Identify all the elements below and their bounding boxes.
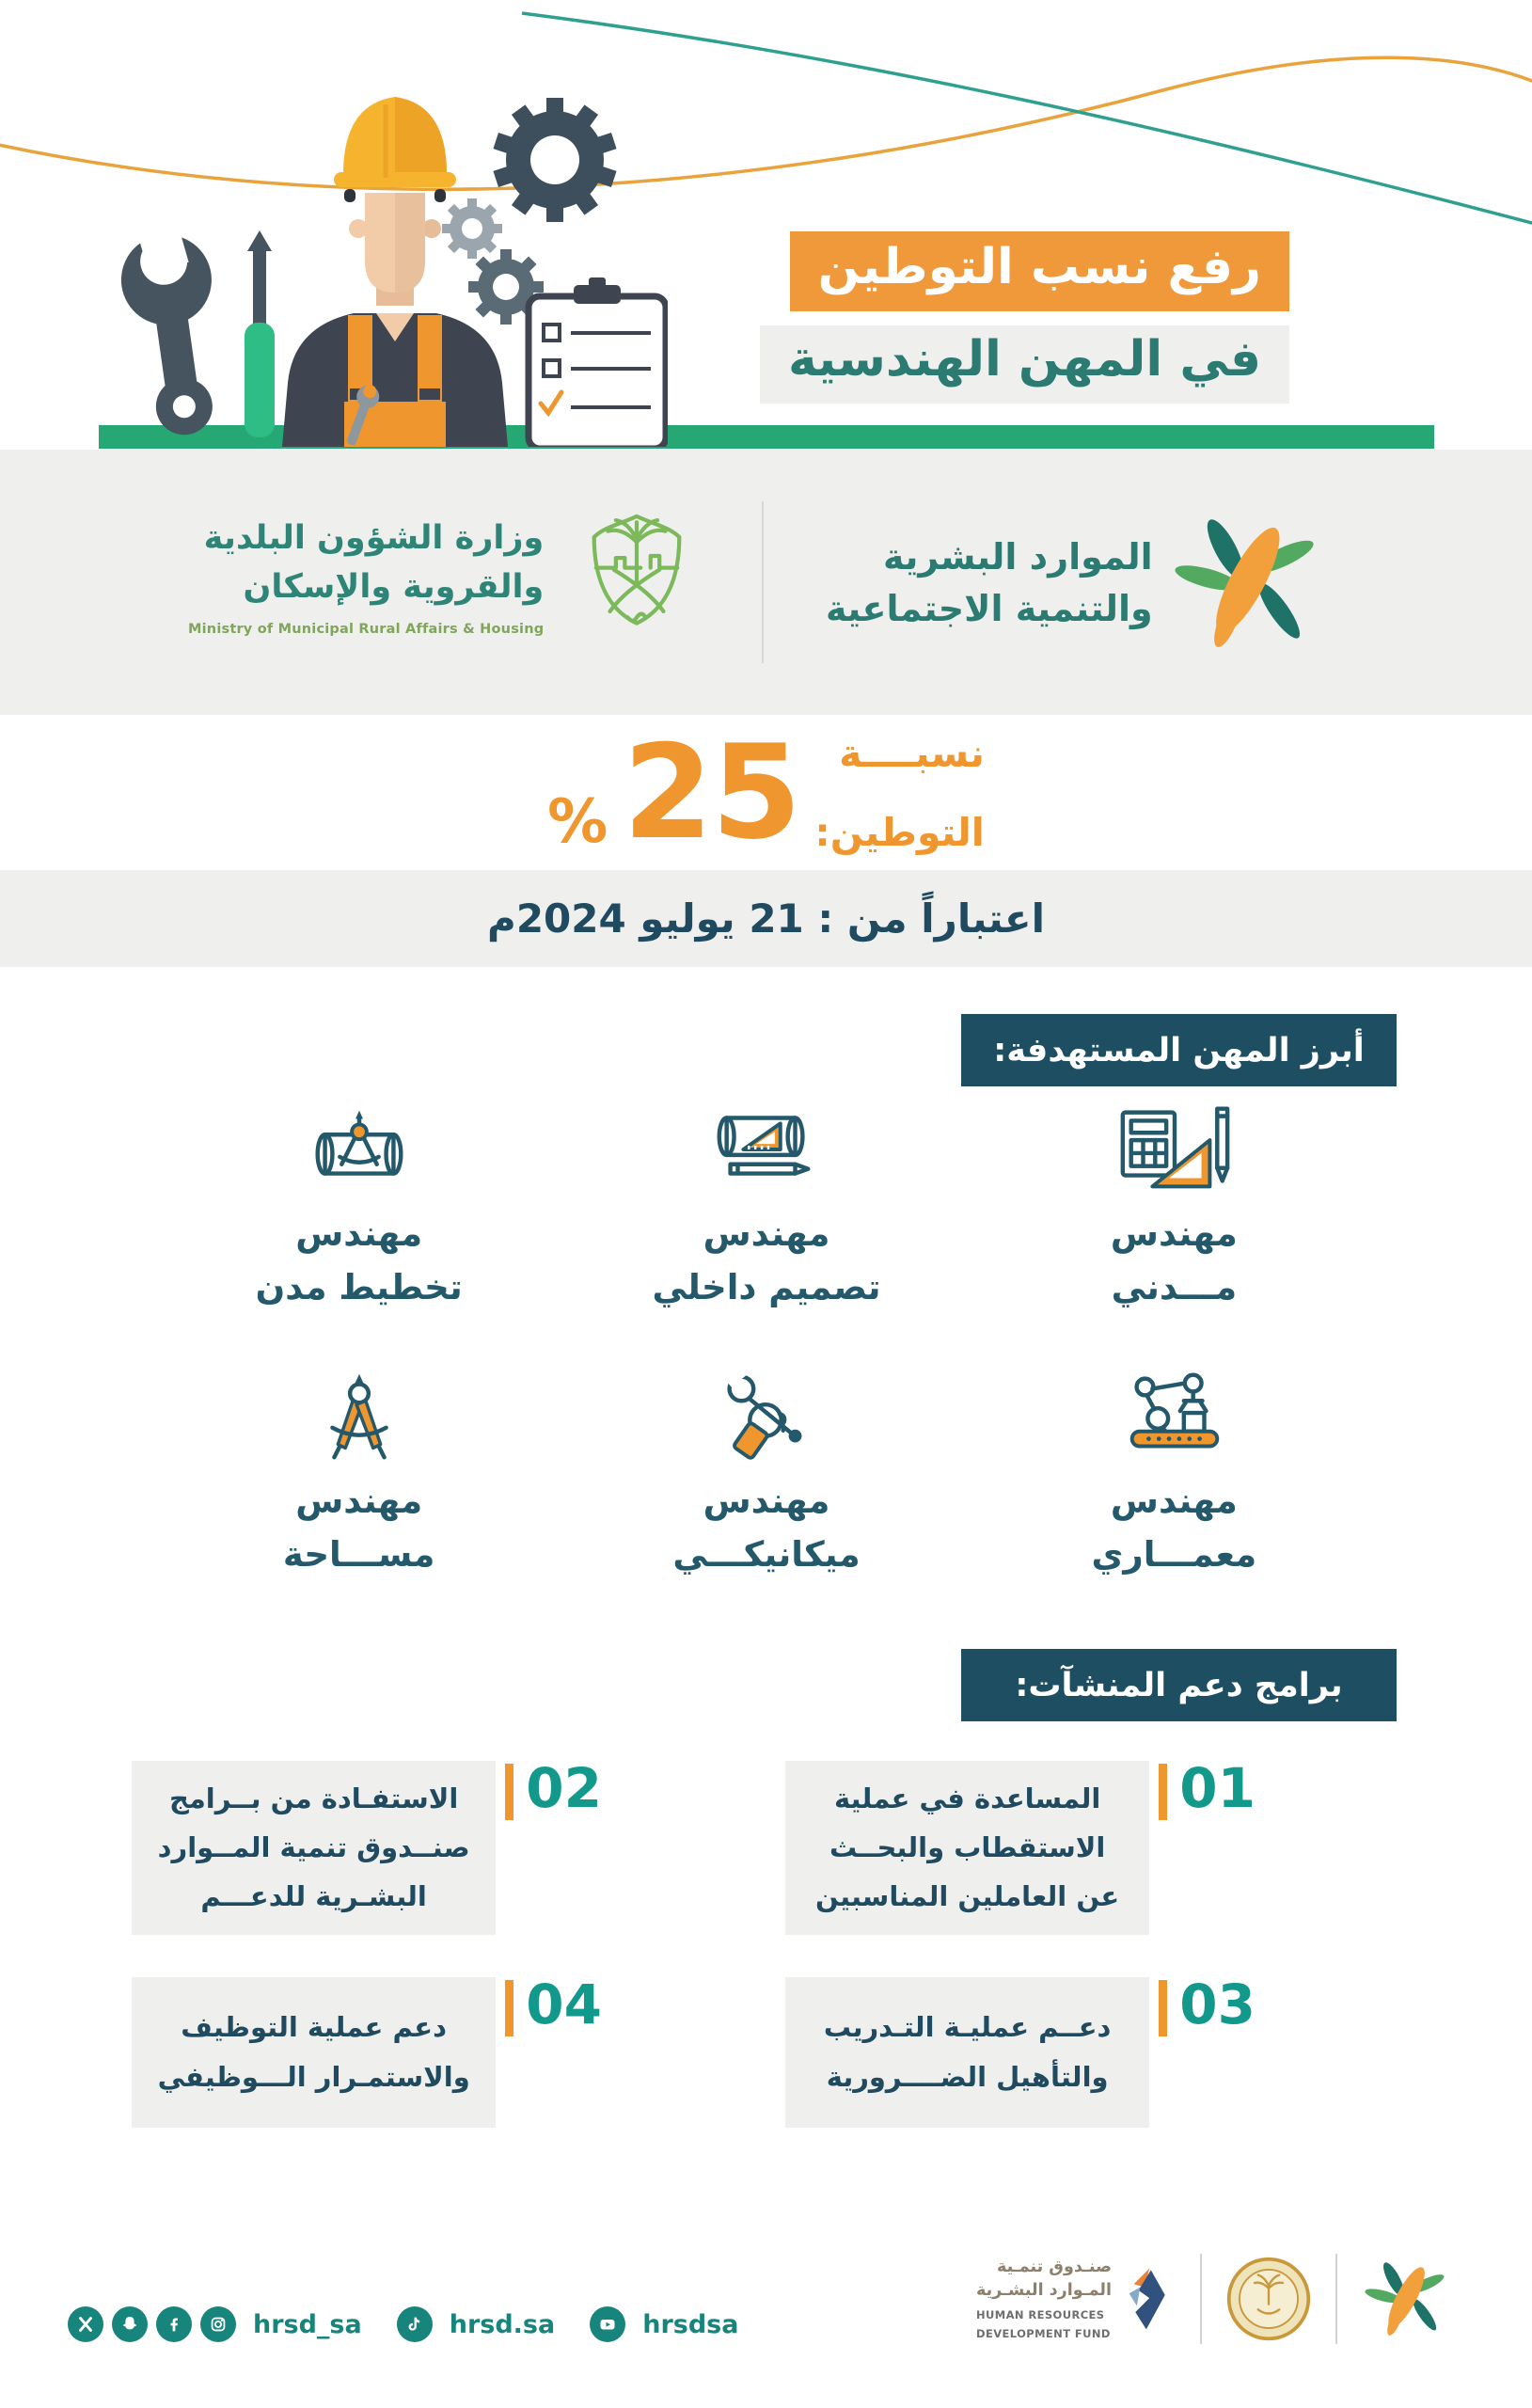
program-box	[132, 1761, 496, 1935]
logos-divider	[762, 501, 764, 663]
blueprint-triangle-ruler-icon	[706, 1102, 827, 1194]
hrsd-logo	[826, 504, 1324, 662]
profession-mechanical-engineer	[562, 1370, 970, 1582]
ministry-name-ar-line1: وزارة الشؤون البلدية	[203, 518, 545, 557]
program-text: الاستفـادة من بــرامج صنــدوق تنمية المــوارد البشـرية للدعـــم	[157, 1782, 470, 1913]
instagram-icon[interactable]	[200, 2306, 236, 2342]
hrdf-en-line1: HUMAN RESOURCES	[976, 2307, 1105, 2321]
engineer-worker-illustration	[66, 14, 668, 447]
hard-hat-icon	[334, 97, 456, 202]
program-box	[785, 1761, 1149, 1935]
orange-accent-bar	[505, 1980, 513, 2036]
footer-logos	[976, 2246, 1450, 2352]
robotic-arm-conveyor-icon	[1113, 1370, 1234, 1461]
professions-banner: أبرز المهن المستهدفة:	[961, 1014, 1397, 1086]
handle-youtube[interactable]: hrsdsa	[642, 2309, 739, 2339]
profession-urban-planning-engineer	[155, 1102, 562, 1315]
gold-circular-seal	[1224, 2255, 1313, 2343]
blueprint-compass-icon	[299, 1102, 419, 1194]
youtube-icon[interactable]	[590, 2306, 625, 2342]
program-number: 01	[1179, 1756, 1256, 1820]
snapchat-icon[interactable]	[112, 2306, 148, 2342]
handle-tiktok[interactable]: hrsd.sa	[449, 2309, 556, 2339]
effective-date: اعتباراً من : 21 يوليو 2024م	[487, 895, 1045, 942]
program-text: دعــم عمليـة التـدريب والتأهيل الضــــرورية	[823, 2011, 1112, 2093]
ministry-logo-text	[188, 514, 544, 637]
handle-main[interactable]: hrsd_sa	[253, 2309, 362, 2339]
hrdf-logo	[976, 2256, 1177, 2342]
profession-label: مهندس تخطيط مدن	[255, 1213, 463, 1308]
program-text: دعم عملية التوظيف والاستمـرار الـــوظيفي	[157, 2011, 470, 2093]
checklist-clipboard-icon	[529, 277, 666, 447]
hrsd-palm-star-logo	[1166, 504, 1324, 662]
x-icon[interactable]	[68, 2306, 103, 2342]
hrsd-palm-star-logo	[1360, 2254, 1450, 2344]
facebook-icon[interactable]	[156, 2306, 192, 2342]
profession-label: مهندس معمـــاري	[1091, 1480, 1257, 1576]
saudization-rate	[0, 715, 1532, 870]
ministry-logo	[188, 499, 711, 651]
percent-sign: %	[547, 787, 608, 857]
hrsd-logo-text	[826, 531, 1153, 635]
program-number: 04	[526, 1972, 602, 2036]
program-item-01	[785, 1756, 1256, 1935]
worker-figure	[282, 97, 508, 447]
program-number: 02	[526, 1756, 602, 1820]
ministry-name-ar-line2: والقروية والإسكان	[243, 568, 545, 606]
profession-interior-design-engineer	[562, 1102, 970, 1315]
screwdriver-icon	[245, 230, 275, 437]
calculator-set-square-icon	[1113, 1102, 1234, 1194]
header-titles	[760, 231, 1289, 404]
profession-label: مهندس ميكانيكـــي	[672, 1480, 861, 1576]
program-box	[785, 1977, 1149, 2128]
profession-civil-engineer	[971, 1102, 1378, 1315]
program-item-03	[785, 1972, 1256, 2128]
profession-architectural-engineer	[971, 1370, 1378, 1582]
footer-divider	[1335, 2254, 1337, 2344]
social-media-bar	[68, 2306, 747, 2342]
wrench-icon	[112, 202, 233, 441]
footer-divider	[1200, 2254, 1202, 2344]
rate-value: 25	[623, 716, 800, 868]
ministry-name-en: Ministry of Municipal Rural Affairs & Housing	[188, 621, 545, 637]
rate-label	[814, 731, 985, 855]
hrdf-ar-line2: المـوارد البشـرية	[976, 2281, 1112, 2301]
hrdf-en-line2: DEVELOPMENT FUND	[976, 2327, 1111, 2341]
orange-accent-bar	[1159, 1764, 1167, 1820]
programs-banner: برامج دعم المنشآت:	[961, 1649, 1397, 1721]
hrsd-name-ar-line2: والتنمية الاجتماعية	[826, 588, 1153, 629]
drafting-compass-icon	[299, 1370, 419, 1461]
program-item-04	[132, 1972, 602, 2128]
orange-accent-bar	[505, 1764, 513, 1820]
professions-grid	[155, 1102, 1378, 1581]
tiktok-icon[interactable]	[397, 2306, 433, 2342]
hrdf-logo-text	[976, 2256, 1112, 2342]
program-text: المساعدة في عملية الاستقطاب والبحــث عن العاملين المناسبين	[815, 1782, 1120, 1913]
effective-date-band	[0, 870, 1532, 967]
profession-label: مهندس تصميم داخلي	[652, 1213, 881, 1308]
rate-label-line2: التوطين:	[814, 809, 985, 855]
profession-survey-engineer	[155, 1370, 562, 1582]
program-item-02	[132, 1756, 602, 1935]
program-box	[132, 1977, 496, 2128]
hrdf-ar-line1: صنـدوق تنمـية	[997, 2258, 1112, 2277]
profession-label: مهندس مســـاحة	[282, 1480, 435, 1576]
rate-label-line1: نسبــــة	[839, 730, 985, 776]
programs-grid	[132, 1756, 1256, 2128]
orange-accent-bar	[1159, 1980, 1167, 2036]
profession-label: مهندس مـــدني	[1110, 1213, 1238, 1308]
ministry-palm-swords-emblem	[562, 499, 711, 651]
title-sub: في المهن الهندسية	[760, 325, 1289, 404]
hand-wrench-icon	[706, 1370, 827, 1461]
program-number: 03	[1179, 1972, 1256, 2036]
hrsd-name-ar-line1: الموارد البشرية	[883, 535, 1153, 578]
logos-band	[0, 450, 1532, 715]
hrdf-mark-icon	[1123, 2260, 1177, 2337]
title-highlight: رفع نسب التوطين	[790, 231, 1289, 311]
